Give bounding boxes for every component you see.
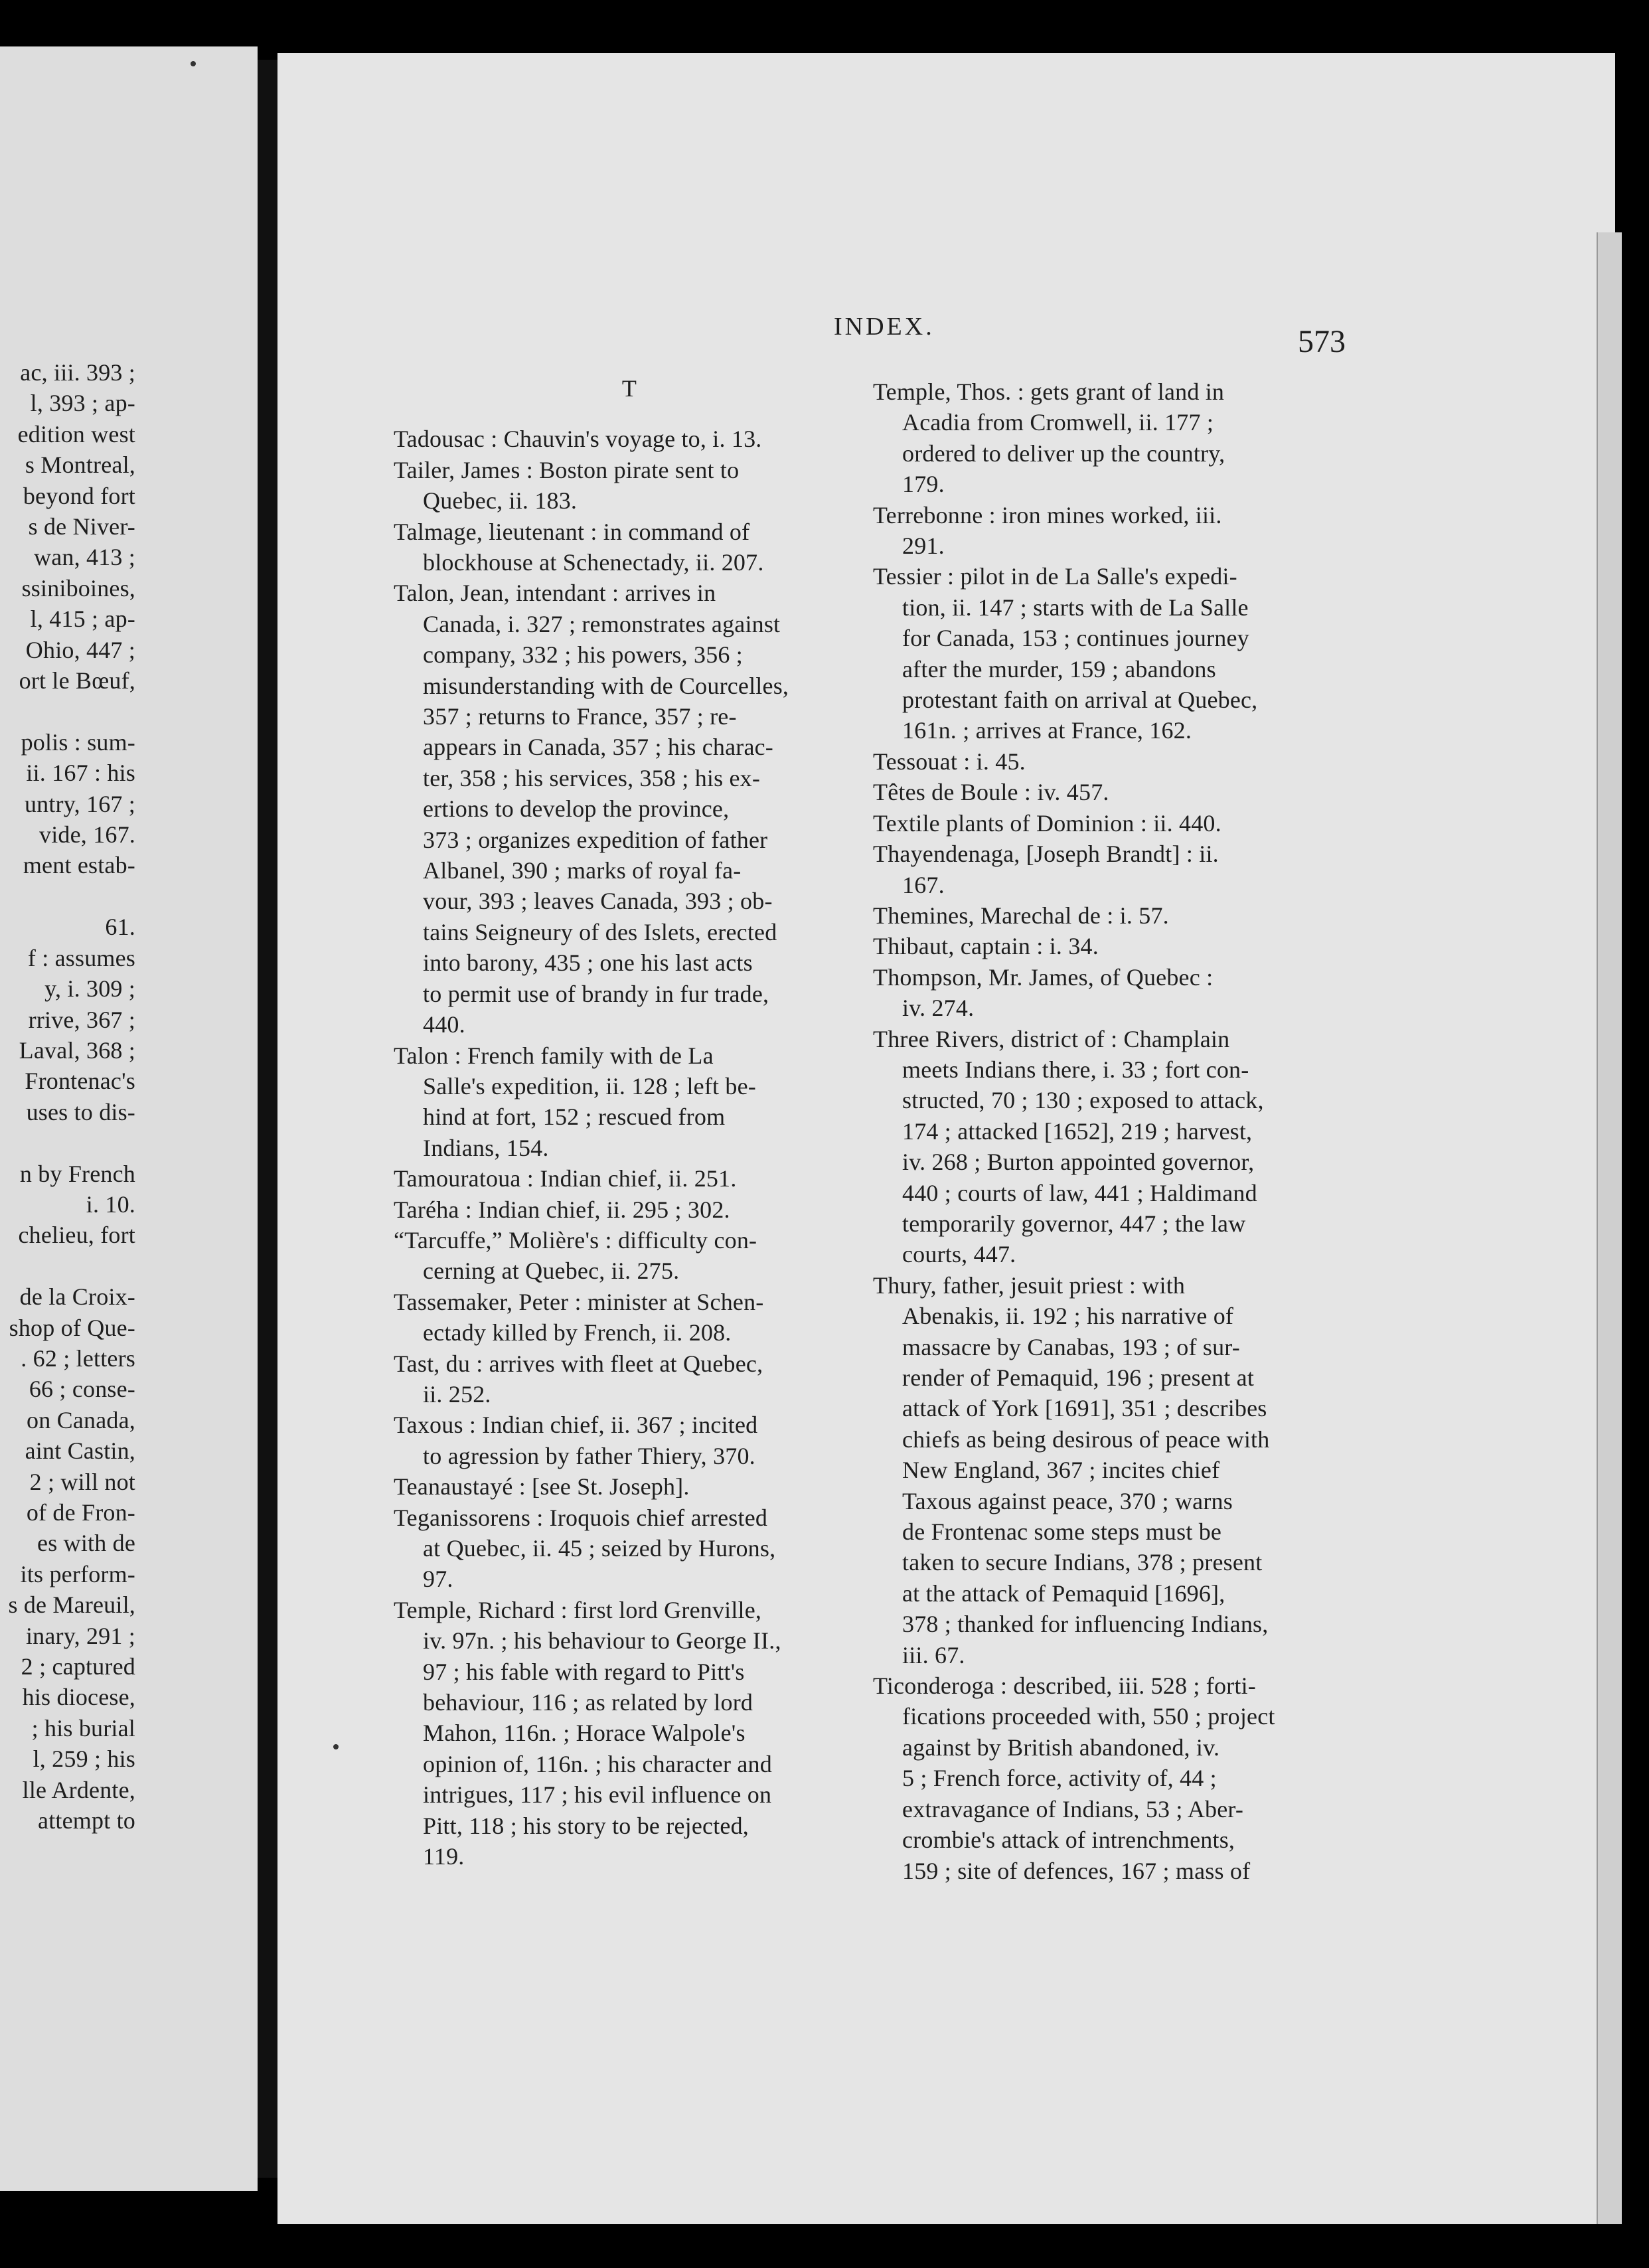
index-entry-line: to permit use of brandy in fur trade,: [423, 980, 769, 1007]
index-entry-line: 167.: [902, 871, 945, 898]
facing-page-line: edition west: [17, 420, 135, 447]
index-entry: [873, 1270, 1351, 1670]
index-entry-line: Thury, father, jesuit priest : with: [873, 1271, 1186, 1299]
facing-page-line: lle Ardente,: [22, 1776, 135, 1803]
index-entry-line: attack of York [1691], 351 ; describes: [902, 1395, 1267, 1422]
index-entry: [394, 1410, 865, 1471]
index-entry: [394, 424, 865, 454]
index-entry-line: Talon, Jean, intendant : arrives in: [394, 580, 716, 607]
index-entry: [873, 777, 1351, 807]
index-entry-line: Temple, Richard : first lord Grenville,: [394, 1596, 762, 1623]
index-entry: [873, 376, 1351, 500]
index-entry-line: Abenakis, ii. 192 ; his narrative of: [902, 1303, 1234, 1330]
facing-page-line: ac, iii. 393 ;: [20, 359, 135, 386]
index-entry-line: Three Rivers, district of : Champlain: [873, 1025, 1230, 1052]
index-entry-line: Themines, Marechal de : i. 57.: [873, 902, 1169, 929]
index-entry: [394, 455, 865, 517]
index-entry-line: 97.: [423, 1566, 453, 1593]
facing-page-line: chelieu, fort: [18, 1222, 135, 1249]
index-entry-line: Têtes de Boule : iv. 457.: [873, 779, 1109, 806]
index-entry-line: 179.: [902, 471, 945, 498]
index-entry: [873, 931, 1351, 961]
index-entry: [873, 561, 1351, 746]
index-entry-line: extravagance of Indians, 53 ; Aber-: [902, 1795, 1244, 1822]
index-entry: [394, 1287, 865, 1348]
facing-page-line: his diocese,: [22, 1684, 135, 1711]
index-entry-line: tion, ii. 147 ; starts with de La Salle: [902, 594, 1249, 621]
index-entry-line: Thibaut, captain : i. 34.: [873, 933, 1099, 960]
index-entry: [394, 1502, 865, 1595]
index-entry-line: Taxous : Indian chief, ii. 367 ; incited: [394, 1412, 758, 1439]
facing-page-line: . 62 ; letters: [21, 1344, 135, 1372]
index-entry: [394, 1225, 865, 1287]
facing-page-line: y, i. 309 ;: [44, 975, 135, 1003]
index-entry-line: Terrebonne : iron mines worked, iii.: [873, 501, 1222, 528]
facing-page-line: ssiniboines,: [21, 574, 135, 602]
index-entry-line: misunderstanding with de Courcelles,: [423, 672, 789, 699]
index-entry: [394, 1348, 865, 1410]
facing-page-line: rrive, 367 ;: [28, 1006, 135, 1033]
facing-page-line: shop of Que-: [9, 1314, 135, 1341]
index-entry: [873, 962, 1351, 1024]
facing-page-line: s de Mareuil,: [8, 1591, 135, 1619]
index-entry-line: appears in Canada, 357 ; his charac-: [423, 734, 773, 761]
facing-page-line: f : assumes: [27, 944, 135, 971]
index-entry-line: Indians, 154.: [423, 1134, 549, 1161]
facing-page-line: beyond fort: [23, 482, 135, 509]
index-entry-line: company, 332 ; his powers, 356 ;: [423, 641, 744, 669]
blank-line: [0, 1251, 135, 1281]
index-column-left: [394, 372, 865, 1872]
facing-page-text: [0, 357, 135, 1836]
index-entry-line: behaviour, 116 ; as related by lord: [423, 1689, 753, 1716]
facing-page-line: on Canada,: [27, 1406, 135, 1433]
index-entry-line: against by British abandoned, iv.: [902, 1734, 1220, 1761]
index-entry: [873, 1670, 1351, 1886]
index-entry-line: iv. 274.: [902, 995, 975, 1022]
index-entry-line: chiefs as being desirous of peace with: [902, 1425, 1270, 1453]
index-entry-line: Tessier : pilot in de La Salle's expedi-: [873, 563, 1237, 590]
facing-page-line: s Montreal,: [25, 451, 135, 479]
index-entry: [394, 1163, 865, 1194]
index-entry-line: taken to secure Indians, 378 ; present: [902, 1549, 1263, 1576]
index-entry-line: Tailer, James : Boston pirate sent to: [394, 456, 740, 483]
facing-page-line: i. 10.: [86, 1190, 135, 1218]
index-entry-line: at the attack of Pemaquid [1696],: [902, 1580, 1225, 1607]
paper-speck: [191, 61, 196, 66]
blank-line: [0, 1127, 135, 1158]
facing-page-line: polis : sum-: [21, 728, 135, 756]
index-entry-line: Tadousac : Chauvin's voyage to, i. 13.: [394, 426, 762, 453]
facing-page: [0, 46, 258, 2191]
index-entry-line: 5 ; French force, activity of, 44 ;: [902, 1765, 1217, 1792]
index-entry-line: for Canada, 153 ; continues journey: [902, 625, 1249, 652]
facing-page-line: ort le Bœuf,: [19, 667, 135, 694]
index-entry-line: Quebec, ii. 183.: [423, 487, 578, 515]
facing-page-line: aint Castin,: [25, 1437, 135, 1465]
index-entry-line: New England, 367 ; incites chief: [902, 1457, 1220, 1484]
index-entry-line: ertions to develop the province,: [423, 795, 730, 823]
index-entry-line: ordered to deliver up the country,: [902, 440, 1225, 467]
index-entry-line: 440.: [423, 1011, 465, 1038]
page-number: 573: [1298, 324, 1346, 359]
index-entry-line: courts, 447.: [902, 1241, 1016, 1268]
paper-speck: [333, 1744, 339, 1749]
index-entry-line: 291.: [902, 532, 945, 560]
facing-page-line: s de Niver-: [28, 513, 135, 540]
index-entry-line: Teanaustayé : [see St. Joseph].: [394, 1473, 690, 1500]
index-entry-line: blockhouse at Schenectady, ii. 207.: [423, 549, 764, 576]
index-entry-line: 119.: [423, 1843, 465, 1870]
index-entry-line: 161n. ; arrives at France, 162.: [902, 717, 1192, 744]
index-entry: [873, 1024, 1351, 1270]
index-entry-line: at Quebec, ii. 45 ; seized by Hurons,: [423, 1535, 776, 1562]
index-entry-line: 373 ; organizes expedition of father: [423, 826, 768, 853]
index-entry-line: protestant faith on arrival at Quebec,: [902, 687, 1258, 714]
index-entry-line: Canada, i. 327 ; remonstrates against: [423, 610, 781, 637]
index-entry-line: iv. 268 ; Burton appointed governor,: [902, 1149, 1255, 1176]
page-edge: [1597, 232, 1622, 2224]
facing-page-line: l, 259 ; his: [33, 1745, 135, 1773]
facing-page-line: n by French: [19, 1160, 135, 1187]
index-entry: [394, 1040, 865, 1164]
index-entry: [394, 517, 865, 578]
index-entry-line: Tamouratoua : Indian chief, ii. 251.: [394, 1165, 737, 1192]
index-entry-line: Albanel, 390 ; marks of royal fa-: [423, 857, 742, 884]
index-entry-line: opinion of, 116n. ; his character and: [423, 1750, 772, 1777]
index-entry-line: ii. 252.: [423, 1380, 491, 1408]
blank-line: [0, 881, 135, 912]
index-entry-line: Thompson, Mr. James, of Quebec :: [873, 963, 1214, 991]
index-entry: [394, 1595, 865, 1872]
facing-page-line: Laval, 368 ;: [19, 1036, 135, 1064]
facing-page-line: attempt to: [38, 1807, 135, 1834]
index-entry-line: iii. 67.: [902, 1641, 965, 1668]
index-entry-line: Talmage, lieutenant : in command of: [394, 518, 750, 545]
index-entry-line: Taréha : Indian chief, ii. 295 ; 302.: [394, 1196, 730, 1223]
facing-page-line: l, 415 ; ap-: [30, 606, 135, 633]
index-entry-line: Talon : French family with de La: [394, 1042, 714, 1069]
facing-page-line: ii. 167 : his: [26, 760, 135, 787]
index-entry-line: 159 ; site of defences, 167 ; mass of: [902, 1857, 1251, 1884]
facing-page-line: vide, 167.: [39, 821, 135, 849]
index-entry-line: 440 ; courts of law, 441 ; Haldimand: [902, 1179, 1257, 1206]
index-entry-line: iv. 97n. ; his behaviour to George II.,: [423, 1627, 781, 1655]
index-entry-line: after the murder, 159 ; abandons: [902, 655, 1216, 683]
index-entry-line: 357 ; returns to France, 357 ; re-: [423, 703, 737, 730]
index-entry-line: crombie's attack of intrenchments,: [902, 1826, 1235, 1854]
index-entry: [394, 578, 865, 1040]
index-entry-line: 174 ; attacked [1652], 219 ; harvest,: [902, 1117, 1253, 1145]
index-entry-line: “Tarcuffe,” Molière's : difficulty con-: [394, 1226, 757, 1254]
running-title: INDEX.: [834, 313, 935, 341]
facing-page-line: Ohio, 447 ;: [25, 636, 135, 663]
facing-page-line: ; his burial: [31, 1714, 135, 1742]
index-column-right: [873, 376, 1351, 1886]
index-entry-line: meets Indians there, i. 33 ; fort con-: [902, 1056, 1249, 1083]
facing-page-line: uses to dis-: [26, 1098, 135, 1125]
index-entry-line: Thayendenaga, [Joseph Brandt] : ii.: [873, 841, 1219, 868]
index-entry: [873, 746, 1351, 777]
index-entry-line: Tessouat : i. 45.: [873, 748, 1026, 775]
facing-page-line: wan, 413 ;: [34, 544, 135, 571]
facing-page-line: 66 ; conse-: [29, 1376, 135, 1403]
index-entry-line: Tassemaker, Peter : minister at Schen-: [394, 1288, 764, 1315]
blank-line: [0, 696, 135, 726]
index-entry-line: ter, 358 ; his services, 358 ; his ex-: [423, 764, 761, 791]
facing-page-line: de la Croix-: [19, 1283, 135, 1311]
index-entry-line: Ticonderoga : described, iii. 528 ; forti-: [873, 1672, 1256, 1700]
index-entry: [394, 1194, 865, 1225]
index-entry-line: Tast, du : arrives with fleet at Quebec,: [394, 1350, 763, 1377]
index-entry-line: Salle's expedition, ii. 128 ; left be-: [423, 1072, 756, 1099]
facing-page-line: l, 393 ; ap-: [30, 390, 135, 417]
index-entry-line: 378 ; thanked for influencing Indians,: [902, 1611, 1269, 1638]
index-entry-line: Pitt, 118 ; his story to be rejected,: [423, 1812, 749, 1839]
index-entry-line: Temple, Thos. : gets grant of land in: [873, 378, 1225, 405]
facing-page-line: untry, 167 ;: [24, 790, 135, 817]
index-entry-line: render of Pemaquid, 196 ; present at: [902, 1364, 1255, 1391]
index-entry-line: Taxous against peace, 370 ; warns: [902, 1487, 1233, 1514]
index-entry-line: ectady killed by French, ii. 208.: [423, 1319, 732, 1346]
index-entry-line: cerning at Quebec, ii. 275.: [423, 1257, 680, 1285]
index-entry: [873, 808, 1351, 839]
facing-page-line: its perform-: [20, 1560, 135, 1587]
facing-page-line: inary, 291 ;: [25, 1622, 135, 1649]
facing-page-line: 2 ; will not: [29, 1468, 135, 1495]
index-entry-line: to agression by father Thiery, 370.: [423, 1442, 755, 1469]
index-entry-line: hind at fort, 152 ; rescued from: [423, 1103, 726, 1131]
index-entry-line: Teganissorens : Iroquois chief arrested: [394, 1504, 768, 1531]
index-entry-line: Textile plants of Dominion : ii. 440.: [873, 809, 1221, 837]
index-entry-line: Acadia from Cromwell, ii. 177 ;: [902, 409, 1214, 436]
index-entry: [394, 1471, 865, 1502]
index-entry-line: de Frontenac some steps must be: [902, 1518, 1222, 1546]
index-entry-line: into barony, 435 ; one his last acts: [423, 949, 753, 977]
index-entry-line: vour, 393 ; leaves Canada, 393 ; ob-: [423, 888, 773, 915]
index-entry-line: tains Seigneury of des Islets, erected: [423, 918, 777, 945]
index-entry-line: structed, 70 ; 130 ; exposed to attack,: [902, 1087, 1264, 1114]
index-entry-line: Mahon, 116n. ; Horace Walpole's: [423, 1720, 746, 1747]
index-entry-line: 97 ; his fable with regard to Pitt's: [423, 1658, 745, 1685]
facing-page-line: ment estab-: [23, 852, 135, 879]
facing-page-line: 61.: [105, 914, 135, 941]
facing-page-line: 2 ; captured: [21, 1653, 135, 1680]
facing-page-line: of de Fron-: [26, 1498, 135, 1526]
index-entry: [873, 839, 1351, 900]
index-entry-line: massacre by Canabas, 193 ; of sur-: [902, 1333, 1240, 1360]
facing-page-line: es with de: [37, 1530, 135, 1557]
index-entry-line: intrigues, 117 ; his evil influence on: [423, 1781, 772, 1809]
index-entry-line: fications proceeded with, 550 ; project: [902, 1703, 1275, 1730]
index-entry-line: temporarily governor, 447 ; the law: [902, 1210, 1246, 1237]
book-gutter: [258, 60, 277, 2178]
section-letter: T: [621, 375, 637, 402]
facing-page-line: Frontenac's: [25, 1068, 135, 1095]
index-entry: [873, 900, 1351, 931]
index-entry: [873, 500, 1351, 562]
